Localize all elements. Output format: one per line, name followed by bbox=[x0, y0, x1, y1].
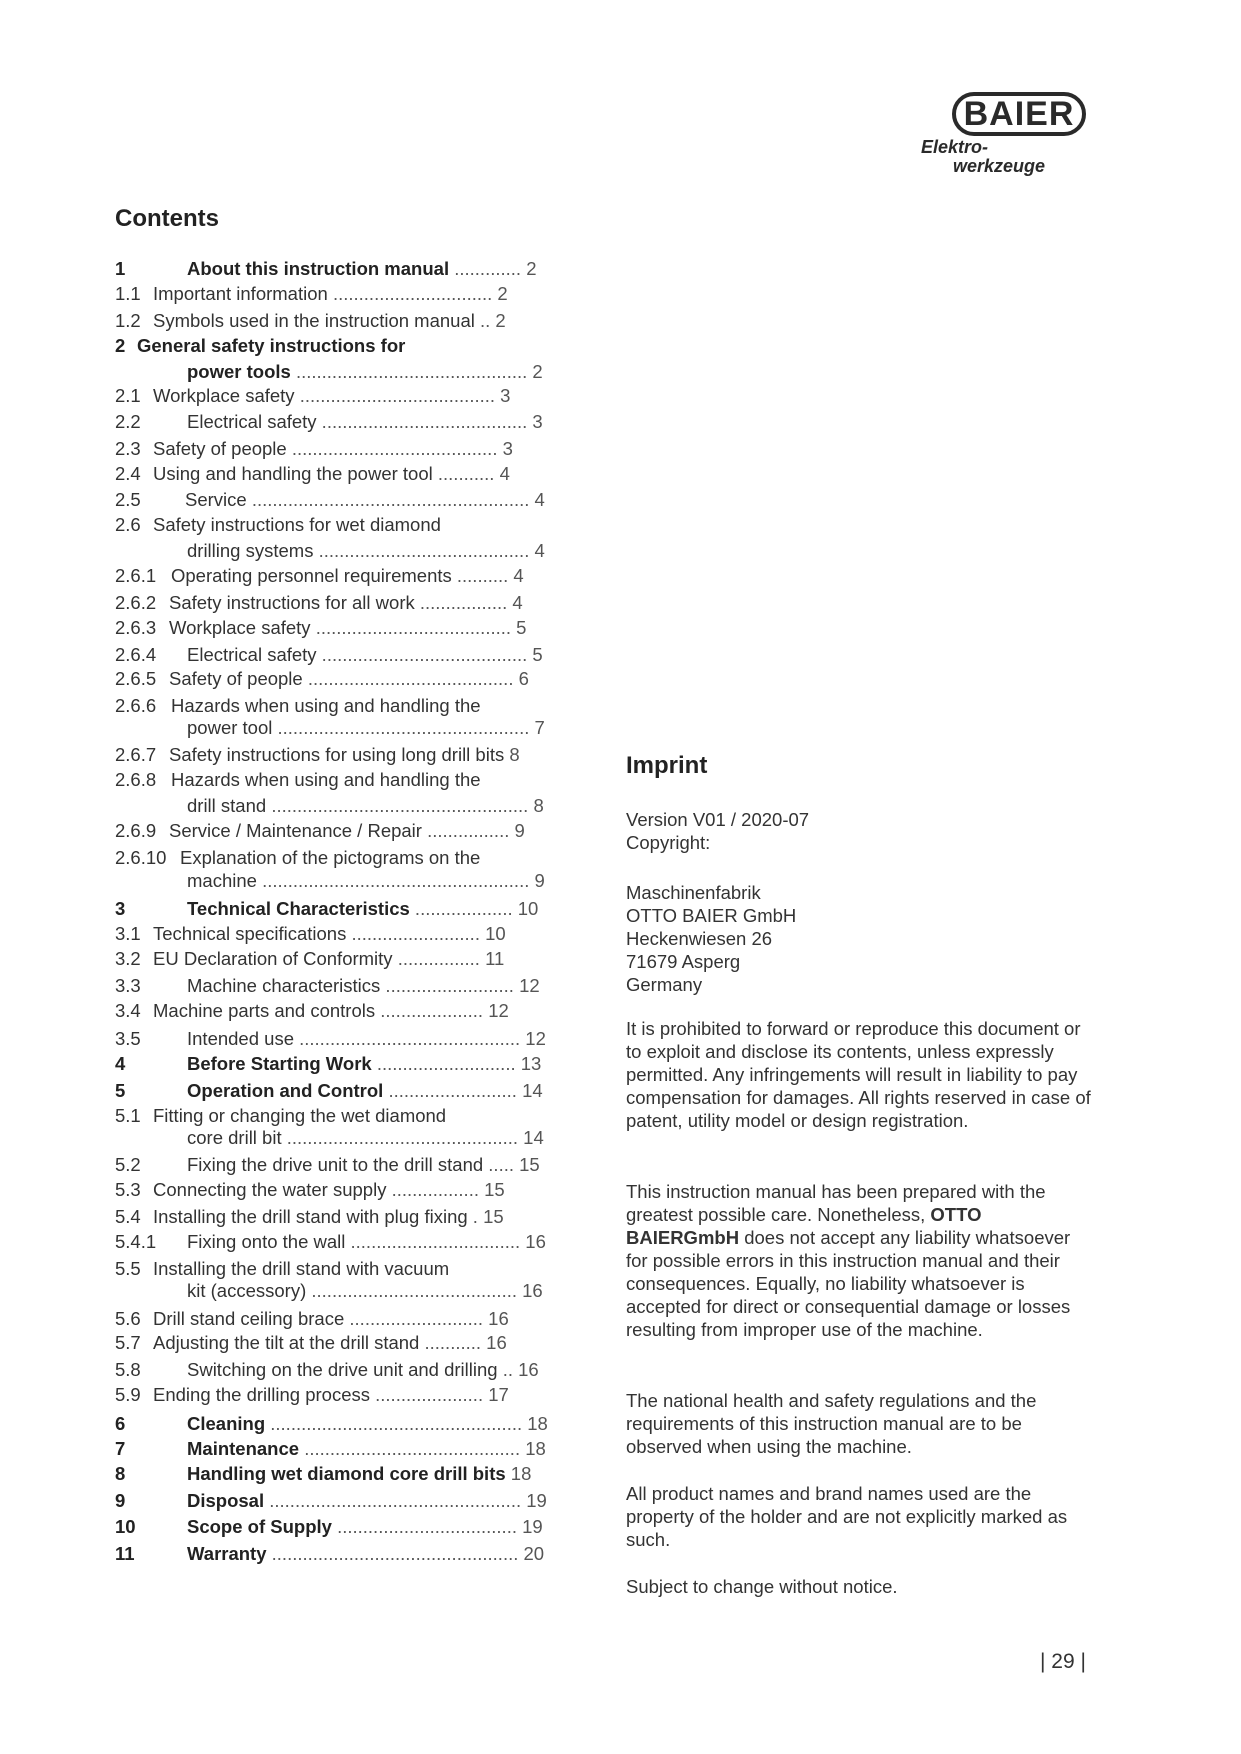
toc-page-number: 12 bbox=[520, 1028, 546, 1049]
toc-title-line bbox=[169, 592, 523, 614]
toc-number: 5.3 bbox=[115, 1179, 141, 1200]
toc-title: power tools bbox=[187, 361, 291, 382]
imprint-address bbox=[626, 881, 1096, 996]
toc-leader-dots: ........................................ bbox=[316, 411, 528, 432]
toc-leader-dots: ........................................ bbox=[286, 438, 498, 459]
toc-title: power tool bbox=[187, 717, 273, 738]
toc-number: 2.4 bbox=[115, 463, 141, 484]
toc-number: 6 bbox=[115, 1413, 126, 1434]
toc-title: Fixing the drive unit to the drill stand bbox=[187, 1154, 484, 1175]
address-line: Heckenwiesen 26 bbox=[626, 928, 773, 949]
toc-leader-dots: ...................................... bbox=[294, 385, 496, 406]
toc-page-number: 9 bbox=[529, 870, 545, 891]
paragraph-text: All product names and brand names used are the property of the holder and are not explicitly marked as such. bbox=[626, 1483, 1068, 1550]
toc-title: Connecting the water supply bbox=[153, 1179, 387, 1200]
toc-title-line bbox=[169, 744, 520, 766]
toc-number: 3.4 bbox=[115, 1000, 141, 1021]
toc-title: Operation and Control bbox=[187, 1080, 384, 1101]
toc-number: 2.6.3 bbox=[115, 617, 157, 638]
toc-title-line bbox=[187, 1516, 543, 1538]
toc-page-number: 4 bbox=[507, 592, 523, 613]
toc-number: 5.7 bbox=[115, 1332, 141, 1353]
toc-title-line bbox=[180, 847, 480, 869]
toc-number: 2.3 bbox=[115, 438, 141, 459]
toc-title: Technical Characteristics bbox=[187, 898, 410, 919]
toc-number: 2 bbox=[115, 335, 126, 356]
toc-number: 2.6.1 bbox=[115, 565, 157, 586]
toc-title: drilling systems bbox=[187, 540, 314, 561]
toc-page-number: 4 bbox=[529, 540, 545, 561]
toc-title-line bbox=[153, 1332, 507, 1354]
toc-number: 7 bbox=[115, 1438, 126, 1459]
toc-title-line bbox=[153, 923, 506, 945]
toc-title: Installing the drill stand with vacuum bbox=[153, 1258, 450, 1279]
address-line: Maschinenfabrik bbox=[626, 882, 761, 903]
paragraph-part: This instruction manual has been prepared with the greatest possible care. Nonetheless, bbox=[626, 1181, 1046, 1225]
toc-title: core drill bit bbox=[187, 1127, 282, 1148]
toc-title-line bbox=[153, 1000, 509, 1022]
toc-title-line bbox=[153, 385, 510, 407]
toc-title-line bbox=[185, 489, 545, 511]
toc-number: 5.9 bbox=[115, 1384, 141, 1405]
toc-title-line bbox=[187, 644, 543, 666]
toc-leader-dots: ................. bbox=[386, 1179, 479, 1200]
toc-page-number: 6 bbox=[513, 668, 529, 689]
toc-title: Scope of Supply bbox=[187, 1516, 332, 1537]
toc-title-line bbox=[187, 1490, 547, 1512]
toc-number: 5.4 bbox=[115, 1206, 141, 1227]
toc-title: Warranty bbox=[187, 1543, 267, 1564]
toc-number: 3.5 bbox=[115, 1028, 141, 1049]
toc-number: 2.6.5 bbox=[115, 668, 157, 689]
toc-title-line bbox=[153, 1308, 509, 1330]
toc-title-line bbox=[187, 1413, 548, 1435]
toc-title-line bbox=[187, 1438, 546, 1460]
toc-number: 3.1 bbox=[115, 923, 141, 944]
toc-title-line bbox=[137, 335, 405, 357]
toc-title: Safety instructions for all work bbox=[169, 592, 415, 613]
toc-leader-dots: ............. bbox=[449, 258, 522, 279]
toc-leader-dots: ......................... bbox=[380, 975, 514, 996]
imprint-paragraph-5 bbox=[626, 1575, 1096, 1598]
toc-page-number: 3 bbox=[527, 411, 543, 432]
toc-page-number: 19 bbox=[516, 1516, 543, 1537]
toc-leader-dots: ......................................... bbox=[313, 540, 530, 561]
toc-title: Fitting or changing the wet diamond bbox=[153, 1105, 447, 1126]
toc-title: Cleaning bbox=[187, 1413, 266, 1434]
toc-page-number: 15 bbox=[477, 1206, 504, 1227]
toc-title: drill stand bbox=[187, 795, 267, 816]
toc-title: Using and handling the power tool bbox=[153, 463, 433, 484]
toc-page-number: 18 bbox=[522, 1413, 548, 1434]
toc-leader-dots: ................................... bbox=[331, 1516, 517, 1537]
toc-title-line bbox=[187, 898, 538, 920]
toc-title: machine bbox=[187, 870, 257, 891]
toc-number: 2.5 bbox=[115, 489, 141, 510]
toc-title: General safety instructions for bbox=[137, 335, 406, 356]
toc-number: 2.6.10 bbox=[115, 847, 167, 868]
toc-leader-dots: ............................................. bbox=[290, 361, 528, 382]
toc-leader-dots: ................ bbox=[392, 948, 480, 969]
toc-number: 11 bbox=[115, 1543, 135, 1564]
toc-leader-dots: .......................... bbox=[344, 1308, 484, 1329]
toc-title-line bbox=[171, 565, 524, 587]
toc-page-number: 12 bbox=[483, 1000, 509, 1021]
toc-title: Ending the drilling process bbox=[153, 1384, 370, 1405]
toc-page-number: 10 bbox=[512, 898, 539, 919]
toc-page-number: 3 bbox=[497, 438, 513, 459]
toc-title: Technical specifications bbox=[153, 923, 347, 944]
toc-title: Operating personnel requirements bbox=[171, 565, 452, 586]
toc-number: 4 bbox=[115, 1053, 126, 1074]
toc-title: Disposal bbox=[187, 1490, 265, 1511]
toc-title-line bbox=[187, 1053, 541, 1075]
toc-title: Maintenance bbox=[187, 1438, 300, 1459]
toc-leader-dots: .. bbox=[474, 310, 491, 331]
toc-title: Handling wet diamond core drill bits bbox=[187, 1463, 506, 1484]
toc-page-number: 3 bbox=[495, 385, 511, 406]
imprint-paragraph-2 bbox=[626, 1180, 1096, 1341]
toc-page-number: 18 bbox=[520, 1438, 546, 1459]
toc-title-line bbox=[153, 1384, 509, 1406]
toc-page-number: 2 bbox=[492, 283, 508, 304]
toc-title: Electrical safety bbox=[187, 644, 317, 665]
address-line: 71679 Asperg bbox=[626, 951, 741, 972]
toc-leader-dots: ..... bbox=[483, 1154, 514, 1175]
toc-leader-dots: ................................................ bbox=[266, 1543, 519, 1564]
toc-number: 2.6 bbox=[115, 514, 141, 535]
toc-title-line bbox=[187, 717, 545, 739]
toc-page-number: 9 bbox=[509, 820, 525, 841]
imprint-version: Version V01 / 2020-07 bbox=[626, 809, 810, 830]
toc-title-line bbox=[153, 514, 441, 536]
paragraph-part: does not accept any liability whatsoever for possible errors in this instruction manual and their consequences. Equally, no liability whatsoever is accepted for direct or consequential damage or losses resulting from improper use of the machine. bbox=[626, 1227, 1071, 1340]
toc-title: Machine characteristics bbox=[187, 975, 381, 996]
logo-line-1: Elektro- bbox=[921, 137, 989, 157]
toc-leader-dots: ................ bbox=[421, 820, 510, 841]
toc-title: Workplace safety bbox=[169, 617, 311, 638]
toc-title: Safety instructions for using long drill bits bbox=[169, 744, 505, 765]
toc-title: EU Declaration of Conformity bbox=[153, 948, 393, 969]
toc-title-line bbox=[187, 1080, 543, 1102]
toc-page-number: 4 bbox=[494, 463, 510, 484]
toc-page-number: 13 bbox=[515, 1053, 542, 1074]
toc-title: Intended use bbox=[187, 1028, 294, 1049]
toc-number: 1.2 bbox=[115, 310, 141, 331]
toc-title-line bbox=[187, 1543, 544, 1565]
imprint-heading: Imprint bbox=[626, 752, 708, 779]
toc-number: 5.2 bbox=[115, 1154, 141, 1175]
toc-number: 2.6.6 bbox=[115, 695, 157, 716]
toc-title: Hazards when using and handling the bbox=[171, 769, 481, 790]
toc-title-line bbox=[153, 1179, 505, 1201]
toc-title-line bbox=[187, 1359, 539, 1381]
toc-leader-dots: ........................................ bbox=[306, 1280, 517, 1301]
toc-title: Installing the drill stand with plug fixing bbox=[153, 1206, 468, 1227]
toc-page-number: 16 bbox=[517, 1280, 543, 1301]
imprint-version-block bbox=[626, 808, 1096, 854]
baier-logo bbox=[921, 92, 1098, 178]
toc-page-number: 14 bbox=[518, 1127, 544, 1148]
toc-leader-dots: ........................................ bbox=[316, 644, 528, 665]
toc-title-line bbox=[187, 1127, 544, 1149]
toc-title: Safety of people bbox=[169, 668, 303, 689]
toc-page-number: 5 bbox=[511, 617, 527, 638]
toc-page-number: 12 bbox=[513, 975, 540, 996]
toc-page-number: 11 bbox=[479, 948, 505, 969]
toc-page-number: 8 bbox=[528, 795, 544, 816]
toc-page-number: 16 bbox=[481, 1332, 507, 1353]
toc-number: 10 bbox=[115, 1516, 136, 1537]
toc-leader-dots: ........... bbox=[419, 1332, 482, 1353]
toc-number: 9 bbox=[115, 1490, 126, 1511]
toc-number: 2.2 bbox=[115, 411, 141, 432]
toc-number: 3 bbox=[115, 898, 126, 919]
toc-number: 5 bbox=[115, 1080, 126, 1101]
toc-leader-dots: .......................................... bbox=[299, 1438, 521, 1459]
toc-title: Service bbox=[185, 489, 247, 510]
toc-leader-dots: ...................................................... bbox=[246, 489, 530, 510]
paragraph-text: The national health and safety regulations and the requirements of this instruction manual are to be observed when using the machine. bbox=[626, 1390, 1037, 1457]
toc-leader-dots: . bbox=[467, 1206, 478, 1227]
toc-title-line bbox=[187, 1280, 543, 1302]
toc-page-number: 16 bbox=[520, 1231, 546, 1252]
contents-heading: Contents bbox=[115, 205, 219, 232]
toc-title: Adjusting the tilt at the drill stand bbox=[153, 1332, 420, 1353]
toc-title-line bbox=[171, 695, 481, 717]
toc-title-line bbox=[171, 769, 481, 791]
toc-page-number: 16 bbox=[513, 1359, 539, 1380]
toc-leader-dots: .......... bbox=[451, 565, 509, 586]
toc-page-number: 2 bbox=[527, 361, 543, 382]
imprint-paragraph-3 bbox=[626, 1389, 1096, 1458]
toc-leader-dots: ...................................... bbox=[310, 617, 512, 638]
toc-leader-dots: ................................................. bbox=[272, 717, 530, 738]
toc-leader-dots: .................................................. bbox=[266, 795, 529, 816]
toc-number: 3.3 bbox=[115, 975, 141, 996]
address-line: OTTO BAIER GmbH bbox=[626, 905, 797, 926]
toc-title-line bbox=[187, 1154, 540, 1176]
logo-line-2: werkzeuge bbox=[953, 156, 1046, 176]
paragraph-text: Subject to change without notice. bbox=[626, 1576, 898, 1597]
imprint-paragraph-1 bbox=[626, 1017, 1096, 1132]
toc-number: 5.5 bbox=[115, 1258, 141, 1279]
toc-number: 5.6 bbox=[115, 1308, 141, 1329]
toc-page-number: 2 bbox=[521, 258, 537, 279]
toc-number: 5.4.1 bbox=[115, 1231, 157, 1252]
toc-title: Hazards when using and handling the bbox=[171, 695, 481, 716]
toc-title: Explanation of the pictograms on the bbox=[180, 847, 481, 868]
toc-title-line bbox=[169, 668, 529, 690]
toc-page-number: 18 bbox=[505, 1463, 532, 1484]
toc-leader-dots: ............................... bbox=[327, 283, 493, 304]
toc-page-number: 15 bbox=[478, 1179, 505, 1200]
page-number: | 29 | bbox=[1040, 1650, 1086, 1673]
toc-number: 5.1 bbox=[115, 1105, 141, 1126]
toc-leader-dots: ................................................. bbox=[265, 1413, 523, 1434]
paragraph-text bbox=[626, 1180, 1096, 1341]
toc-leader-dots: ............................................. bbox=[281, 1127, 519, 1148]
toc-title-line bbox=[187, 540, 545, 562]
toc-leader-dots: .. bbox=[497, 1359, 513, 1380]
toc-title-line bbox=[187, 795, 544, 817]
toc-title-line bbox=[187, 1231, 546, 1253]
toc-page-number: 16 bbox=[483, 1308, 509, 1329]
toc-leader-dots: ........... bbox=[432, 463, 495, 484]
toc-title: Fixing onto the wall bbox=[187, 1231, 346, 1252]
toc-number: 2.6.8 bbox=[115, 769, 157, 790]
toc-title-line bbox=[169, 617, 526, 639]
toc-title-line bbox=[187, 1028, 546, 1050]
toc-title-line bbox=[153, 283, 508, 305]
company-name: OTTO BAIERGmbH bbox=[626, 1204, 982, 1248]
toc-title: Switching on the drive unit and drilling bbox=[187, 1359, 498, 1380]
toc-title: Before Starting Work bbox=[187, 1053, 372, 1074]
toc-number: 2.6.9 bbox=[115, 820, 157, 841]
logo-subtitle bbox=[921, 138, 1086, 176]
toc-number: 2.6.2 bbox=[115, 592, 157, 613]
paragraph-text: It is prohibited to forward or reproduce this document or to exploit and disclose its contents, unless expressly permitted. Any infringements will result in liability to pay compensation for damages. All rights reserved in case of patent, utility model or design registration. bbox=[626, 1018, 1091, 1131]
toc-leader-dots: ................................................. bbox=[264, 1490, 522, 1511]
toc-leader-dots: ........................................ bbox=[302, 668, 514, 689]
toc-title: Safety of people bbox=[153, 438, 287, 459]
toc-title: Important information bbox=[153, 283, 328, 304]
toc-page-number: 4 bbox=[508, 565, 524, 586]
toc-page-number: 5 bbox=[527, 644, 543, 665]
toc-title-line bbox=[153, 310, 506, 332]
toc-title-line bbox=[169, 820, 525, 842]
toc-title-line bbox=[153, 1105, 446, 1127]
toc-title-line bbox=[153, 438, 513, 460]
toc-title: Service / Maintenance / Repair bbox=[169, 820, 422, 841]
toc-page-number: 7 bbox=[529, 717, 545, 738]
imprint-paragraph-4 bbox=[626, 1482, 1096, 1551]
toc-number: 2.1 bbox=[115, 385, 141, 406]
toc-number: 2.6.7 bbox=[115, 744, 157, 765]
toc-title: Symbols used in the instruction manual bbox=[153, 310, 475, 331]
toc-title: Drill stand ceiling brace bbox=[153, 1308, 345, 1329]
toc-page-number: 20 bbox=[518, 1543, 545, 1564]
toc-title-line bbox=[187, 870, 545, 892]
toc-number: 1.1 bbox=[115, 283, 141, 304]
toc-number: 5.8 bbox=[115, 1359, 141, 1380]
toc-title-line bbox=[187, 361, 543, 383]
toc-title-line bbox=[187, 975, 540, 997]
toc-leader-dots: ........................... bbox=[371, 1053, 516, 1074]
toc-page-number: 2 bbox=[490, 310, 506, 331]
toc-title: Machine parts and controls bbox=[153, 1000, 376, 1021]
imprint-copyright: Copyright: bbox=[626, 832, 711, 853]
toc-leader-dots: ......................... bbox=[346, 923, 480, 944]
toc-title-line bbox=[153, 1206, 504, 1228]
toc-page-number: 10 bbox=[479, 923, 506, 944]
toc-title-line bbox=[153, 1258, 449, 1280]
toc-number: 1 bbox=[115, 258, 126, 279]
toc-leader-dots: ................................. bbox=[345, 1231, 521, 1252]
toc-number: 2.6.4 bbox=[115, 644, 157, 665]
toc-title-line bbox=[187, 1463, 531, 1485]
toc-leader-dots: .................... bbox=[375, 1000, 484, 1021]
toc-page-number: 15 bbox=[514, 1154, 540, 1175]
toc-title-line bbox=[153, 948, 504, 970]
toc-title: Workplace safety bbox=[153, 385, 295, 406]
toc-leader-dots: ......................... bbox=[383, 1080, 517, 1101]
toc-leader-dots: ........................................... bbox=[293, 1028, 521, 1049]
toc-number: 3.2 bbox=[115, 948, 141, 969]
toc-leader-dots: .................................................... bbox=[256, 870, 530, 891]
toc-leader-dots: ................. bbox=[414, 592, 508, 613]
toc-page-number: 8 bbox=[504, 744, 520, 765]
toc-title: Electrical safety bbox=[187, 411, 317, 432]
address-line: Germany bbox=[626, 974, 703, 995]
toc-title: kit (accessory) bbox=[187, 1280, 307, 1301]
toc-title-line bbox=[187, 411, 543, 433]
toc-number: 8 bbox=[115, 1463, 126, 1484]
toc-leader-dots: ..................... bbox=[370, 1384, 484, 1405]
toc-title: About this instruction manual bbox=[187, 258, 450, 279]
toc-leader-dots: ................... bbox=[409, 898, 513, 919]
toc-page-number: 17 bbox=[483, 1384, 509, 1405]
toc-page-number: 19 bbox=[521, 1490, 547, 1511]
toc-page-number: 14 bbox=[516, 1080, 543, 1101]
toc-title-line bbox=[153, 463, 510, 485]
logo-brand: BAIER bbox=[952, 92, 1086, 136]
toc-title: Safety instructions for wet diamond bbox=[153, 514, 441, 535]
toc-page-number: 4 bbox=[529, 489, 545, 510]
toc-title-line bbox=[187, 258, 537, 280]
